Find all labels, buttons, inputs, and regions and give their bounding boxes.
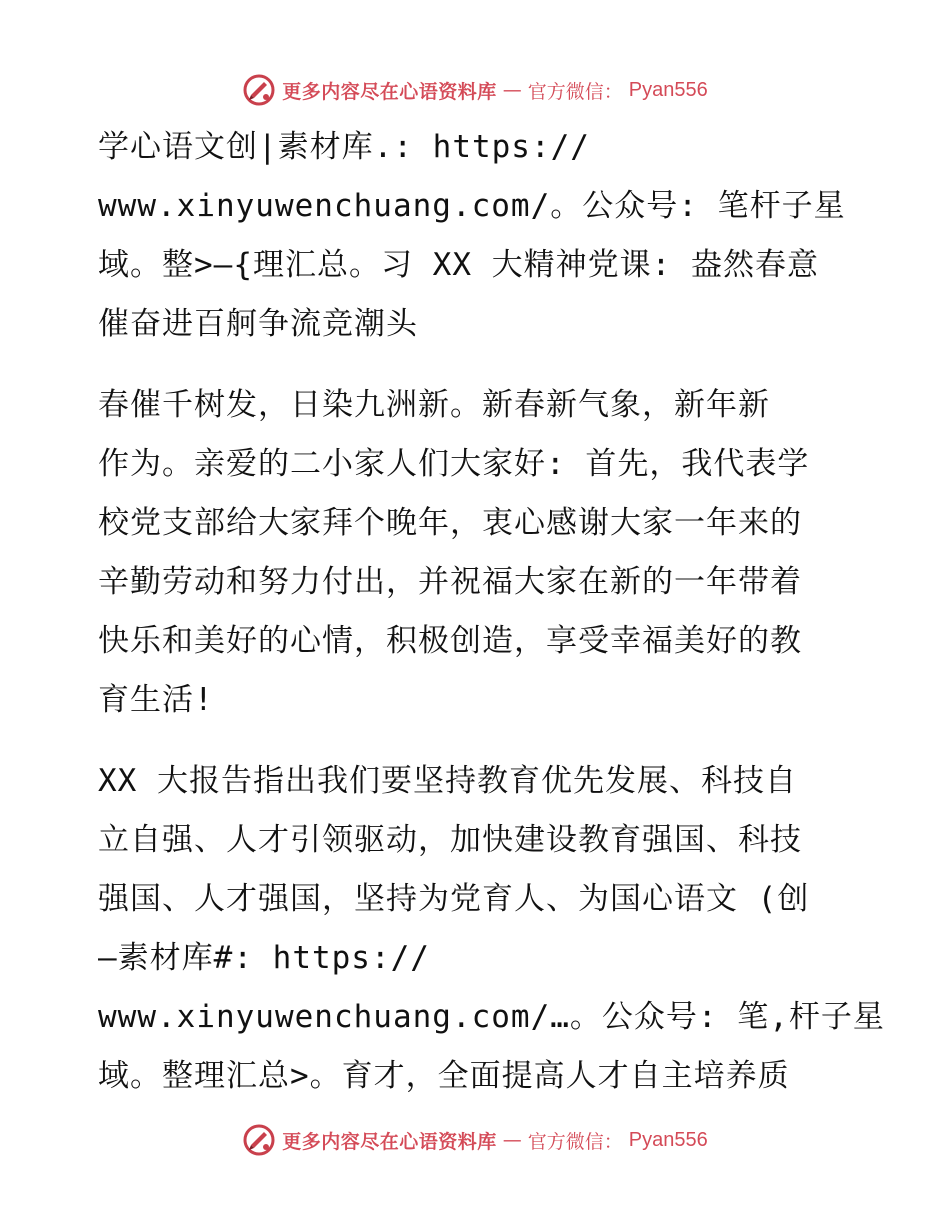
text-line: www.xinyuwenchuang.com/。公众号: 笔杆子星 <box>98 188 846 224</box>
text-line: 学心语文创|素材库.: https:// <box>98 129 590 165</box>
banner-slogan: 更多内容尽在心语资料库 <box>282 80 497 103</box>
document-body <box>98 118 885 1106</box>
brand-logo-icon <box>242 1123 276 1157</box>
paragraph-gap <box>98 354 858 376</box>
text-line: —素材库#: https:// <box>98 940 430 976</box>
paragraph-1 <box>98 118 858 354</box>
wechat-label: 官方微信： <box>527 1130 623 1153</box>
wechat-id: Pyan556 <box>628 1128 708 1151</box>
footer-banner <box>0 1120 950 1160</box>
text-line: 辛勤劳动和努力付出，并祝福大家在新的一年带着 <box>98 564 802 600</box>
wechat-label: 官方微信： <box>527 80 623 103</box>
text-line: 育生活! <box>98 682 214 718</box>
text-line: 春催千树发，日染九洲新。新春新气象，新年新 <box>98 387 770 423</box>
text-line: 域。整理汇总>。育才，全面提高人才自主培养质 <box>98 1058 790 1094</box>
banner-slogan: 更多内容尽在心语资料库 <box>282 1130 497 1153</box>
text-line: 域。整>—{理汇总。习 XX 大精神党课: 盎然春意 <box>98 247 819 283</box>
text-line: XX 大报告指出我们要坚持教育优先发展、科技自 <box>98 763 797 799</box>
paragraph-gap <box>98 730 858 752</box>
text-line: 立自强、人才引领驱动，加快建设教育强国、科技 <box>98 822 802 858</box>
paragraph-3 <box>98 752 885 1106</box>
text-line: 作为。亲爱的二小家人们大家好: 首先，我代表学 <box>98 446 810 482</box>
text-line: 催奋进百舸争流竞潮头 <box>98 306 418 342</box>
text-line: 校党支部给大家拜个晚年，衷心感谢大家一年来的 <box>98 505 802 541</box>
text-line: 强国、人才强国，坚持为党育人、为国心语文 (创 <box>98 881 810 917</box>
header-banner <box>0 70 950 110</box>
brand-logo-icon <box>242 73 276 107</box>
text-line: 快乐和美好的心情，积极创造，享受幸福美好的教 <box>98 623 802 659</box>
banner-dash: — <box>502 79 522 101</box>
wechat-id: Pyan556 <box>628 78 708 101</box>
paragraph-2 <box>98 376 858 730</box>
banner-dash: — <box>502 1129 522 1151</box>
text-line: www.xinyuwenchuang.com/…。公众号: 笔,杆子星 <box>98 999 885 1035</box>
